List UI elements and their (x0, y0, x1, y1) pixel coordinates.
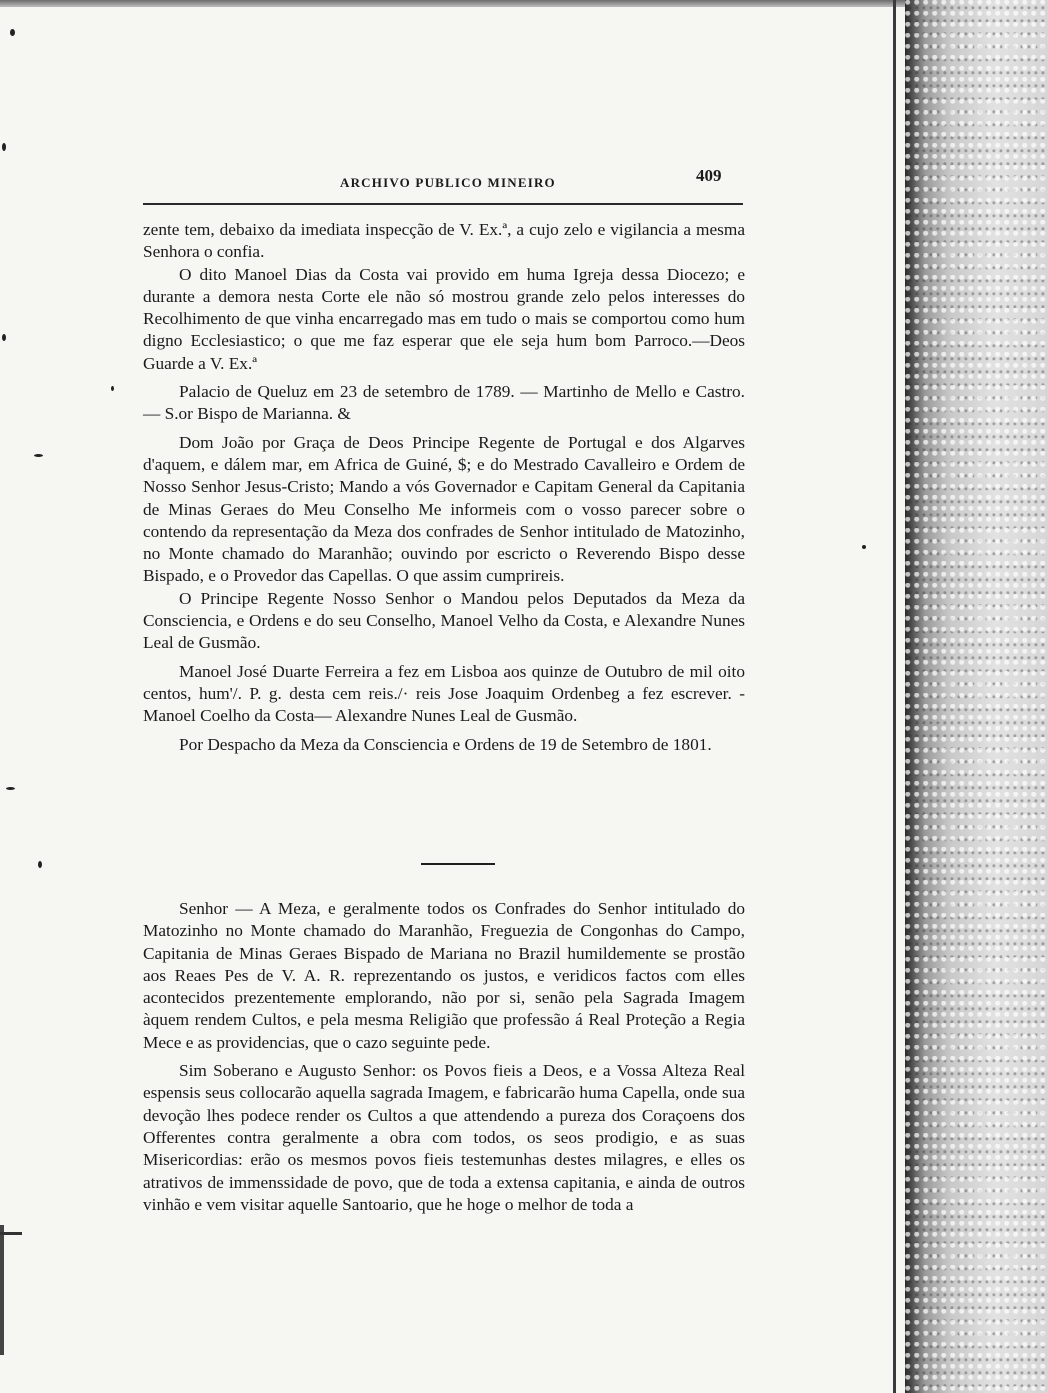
scan-speck (111, 386, 114, 391)
paragraph: Sim Soberano e Augusto Senhor: os Povos fieis a Deos, e a Vossa Alteza Real espensis seus collocarão aquella sagrada Imagem, e fabricarão huma Capella, onde sua devoção lhes podece render os Cultos a que attendendo a pureza dos Coraçoens dos Offerentes contra geralmente a obra com todos, os seos prodigio, e as suas Misericordias: erão os mesmos povos fieis testemunhas destes milagres, e elles os atrativos de immenssidade de povo, que de toda a extensa capitania, e ainda de outros vinhão e vem visitar aquelle Santoario, que he hoge o melhor de toda a (143, 1061, 745, 1214)
paragraph: Dom João por Graça de Deos Principe Regente de Portugal e dos Algarves d'aquem, e dálem mar, em Africa de Guiné, $; e do Mestrado Cavalleiro e Ordem de Nosso Senhor Jesus-Cristo; Mando a vós Governador e Capitam General da Capitania de Minas Geraes do Meu Conselho Me informeis com o vosso parecer sobre o contendo da representação da Meza dos confrades de Senhor intitulado de Matozinho, no Monte chamado do Maranhão; ouvindo por escricto o Reverendo Bispo desse Bispado, e o Provedor das Capellas. O que assim cumprireis. (143, 432, 745, 586)
scan-speck (38, 861, 42, 868)
petition-text (143, 898, 745, 1216)
paragraph: O dito Manoel Dias da Costa vai provido em huma Igreja dessa Diocezo; e durante a demora nesta Corte ele não só mostrou grande zelo pelos interesses do Recolhimento de que vinha encarregado mas em tudo o mais se comportou como hum digno Ecclesiastico; o que me faz esperar que ele seja hum bom Parroco.—Deos Guarde a V. Ex.ª (143, 264, 745, 373)
page-gutter-shadow (905, 0, 1048, 1393)
letter-text-top (143, 219, 745, 756)
scan-speck (2, 334, 6, 341)
scan-binding-tick (0, 1232, 22, 1235)
scan-speck (2, 143, 6, 151)
paragraph: Palacio de Queluz em 23 de setembro de 1789. — Martinho de Mello e Castro. — S.or Bispo de Marianna. & (143, 382, 745, 424)
scan-binding-mark (0, 1225, 4, 1355)
page-number: 409 (696, 166, 722, 185)
header-rule (143, 203, 743, 205)
scan-speck (6, 787, 15, 790)
paragraph: Senhor — A Meza, e geralmente todos os Confrades do Senhor intitulado do Matozinho no Monte chamado do Maranhão, Freguezia de Congonhas do Campo, Capitania de Minas Geraes Bispado de Mariana no Brazil humildemente se prostão aos Reaes Pes de V. A. R. reprezentando os justos, e veridicos factos com elles acontecidos prezentemente emplorando, não por si, senão pela Sagrada Imagem àquem rendem Cultos, e pela mesma Religião que professão á Real Proteção a Regia Mece e as providencias, que o cazo seguinte pede. (143, 899, 745, 1052)
paragraph: O Principe Regente Nosso Senhor o Mandou pelos Deputados da Meza da Consciencia, e Ordens e do seu Conselho, Manoel Velho da Costa, e Alexandre Nunes Leal de Gusmão. (143, 588, 745, 653)
scan-speck (862, 545, 866, 549)
paragraph: zente tem, debaixo da imediata inspecção de V. Ex.ª, a cujo zelo e vigilancia a mesma Senhora o confia. (143, 220, 745, 262)
scan-speck (10, 29, 15, 36)
section-separator (421, 863, 495, 865)
paragraph: Por Despacho da Meza da Consciencia e Ordens de 19 de Setembro de 1801. (179, 734, 712, 754)
running-title: ARCHIVO PUBLICO MINEIRO (340, 175, 556, 190)
page-header (143, 166, 743, 190)
page-edge-line (893, 0, 896, 1393)
scan-top-shadow (0, 0, 905, 7)
paragraph: Manoel José Duarte Ferreira a fez em Lisboa aos quinze de Outubro de mil oito centos, hum'/. P. g. desta cem reis./· reis Jose Joaquim Ordenbeg a fez escrever. - Manoel Coelho da Costa— Alexandre Nunes Leal de Gusmão. (143, 661, 745, 726)
scan-speck (34, 454, 43, 457)
